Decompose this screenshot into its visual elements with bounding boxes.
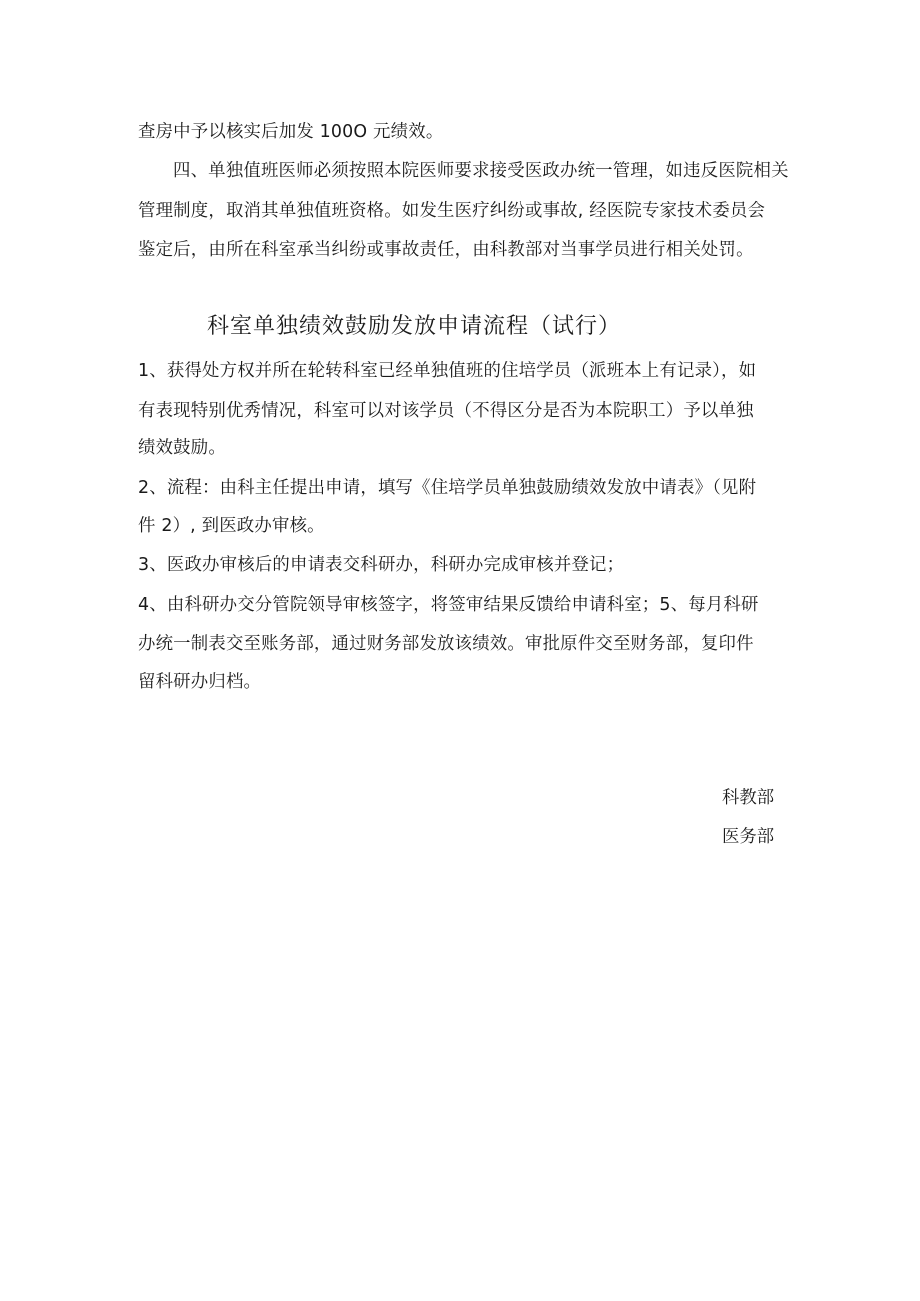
- list-item-line: 件 2）, 到医政办审核。: [138, 516, 325, 536]
- list-item-line: 3、医政办审核后的申请表交科研办，科研办完成审核并登记；: [138, 555, 625, 575]
- list-item-line: 1、获得处方权并所在轮转科室已经单独值班的住培学员（派班本上有记录），如: [138, 361, 757, 381]
- paragraph-line: 查房中予以核实后加发 100O 元绩效。: [138, 122, 444, 142]
- section-title: 科室单独绩效鼓励发放申请流程（试行）: [207, 314, 622, 339]
- paragraph-line: 四、单独值班医师必须按照本院医师要求接受医政办统一管理，如违反医院相关: [173, 161, 789, 181]
- list-item-line: 绩效鼓励。: [138, 438, 226, 458]
- list-item-line: 2、流程：由科主任提出申请，填写《住培学员单独鼓励绩效发放中请表》（见附: [138, 478, 757, 498]
- list-item-line: 办统一制表交至账务部，通过财务部发放该绩效。审批原件交至财务部，复印件: [138, 634, 754, 654]
- list-item-line: 有表现特别优秀情况，科室可以对该学员（不得区分是否为本院职工）予以单独: [138, 401, 754, 421]
- list-item-line: 留科研办归档。: [138, 672, 262, 692]
- signature-department: 科教部: [722, 788, 775, 808]
- list-item-line: 4、由科研办交分管院领导审核签字，将签审结果反馈给申请科室；5、每月科研: [138, 595, 759, 615]
- paragraph-line: 鉴定后，由所在科室承当纠纷或事故责任，由科教部对当事学员进行相关处罚。: [138, 240, 754, 260]
- signature-department: 医务部: [722, 827, 775, 847]
- paragraph-line: 管理制度，取消其单独值班资格。如发生医疗纠纷或事故, 经医院专家技术委员会: [138, 201, 766, 221]
